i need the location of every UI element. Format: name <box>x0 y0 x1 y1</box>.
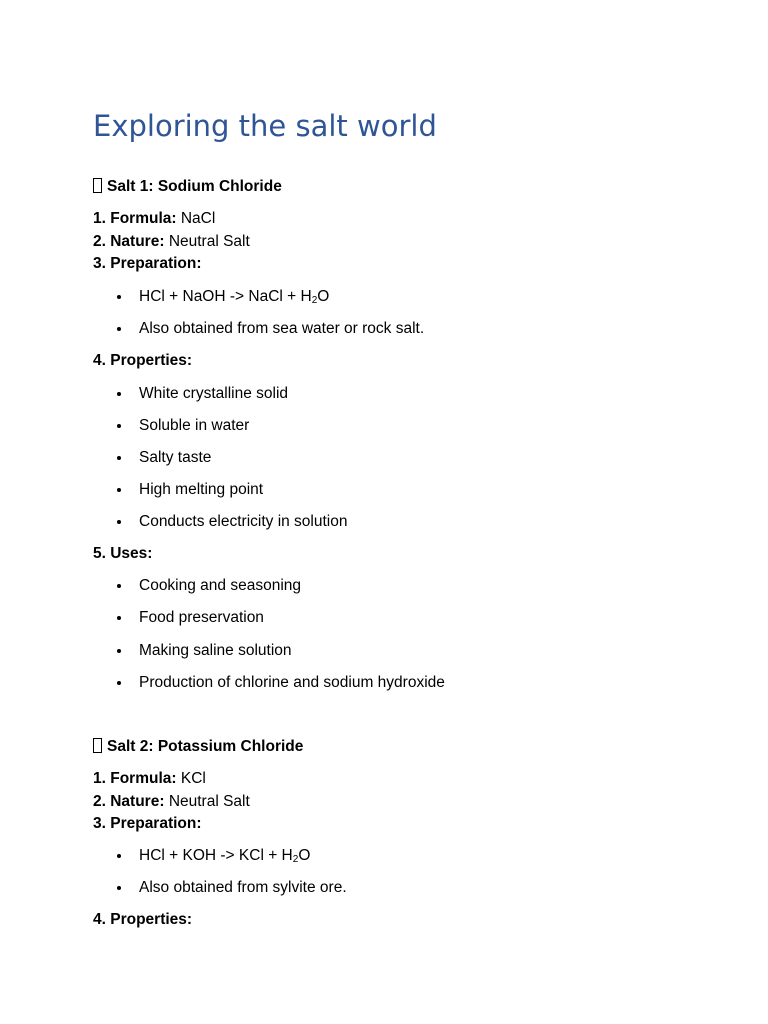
equation-text: HCl + KOH -> KCl + H <box>139 847 293 864</box>
nature-label: 2. Nature: <box>93 233 165 250</box>
nature-value: Neutral Salt <box>168 793 250 810</box>
equation-text-end: O <box>317 288 330 305</box>
salt-2-heading <box>93 737 303 757</box>
salt-1-preparation-label <box>93 254 202 274</box>
salt-2-nature <box>93 792 250 812</box>
salt-1-uses-label <box>93 544 152 564</box>
nature-label: 2. Nature: <box>93 793 165 810</box>
salt-2-properties-label <box>93 910 192 930</box>
list-item: Salty taste <box>139 449 212 466</box>
salt-2-heading-text: Salt 2: Potassium Chloride <box>107 738 304 755</box>
preparation-label: 3. Preparation: <box>93 815 202 832</box>
salt-2-formula <box>93 769 206 789</box>
equation-subscript: 2 <box>292 854 299 865</box>
list-item: Production of chlorine and sodium hydroxide <box>139 674 445 691</box>
list-item: Conducts electricity in solution <box>139 513 348 530</box>
equation-subscript: 2 <box>311 295 318 306</box>
properties-label: 4. Properties: <box>93 352 193 369</box>
list-item <box>139 846 310 866</box>
missing-glyph-icon <box>93 178 102 193</box>
list-item: Making saline solution <box>139 642 292 659</box>
list-item: Soluble in water <box>139 417 250 434</box>
uses-label: 5. Uses: <box>93 545 153 562</box>
salt-2-preparation-label <box>93 814 202 834</box>
salt-1-nature <box>93 232 250 252</box>
formula-value: NaCl <box>180 210 216 227</box>
list-item: Also obtained from sylvite ore. <box>139 879 347 896</box>
preparation-label: 3. Preparation: <box>93 255 202 272</box>
list-item <box>139 287 329 307</box>
equation-text-end: O <box>298 847 311 864</box>
list-item: White crystalline solid <box>139 385 289 402</box>
list-item: High melting point <box>139 481 264 498</box>
page-title: Exploring the salt world <box>93 109 437 143</box>
salt-1-heading-text: Salt 1: Sodium Chloride <box>107 178 282 195</box>
salt-1-heading <box>93 177 282 197</box>
nature-value: Neutral Salt <box>168 233 250 250</box>
formula-value: KCl <box>180 770 206 787</box>
formula-label: 1. Formula: <box>93 210 177 227</box>
list-item: Also obtained from sea water or rock salt. <box>139 320 425 337</box>
list-item: Cooking and seasoning <box>139 577 302 594</box>
salt-1-formula <box>93 209 215 229</box>
equation-text: HCl + NaOH -> NaCl + H <box>139 288 312 305</box>
salt-1-properties-label <box>93 351 192 371</box>
formula-label: 1. Formula: <box>93 770 177 787</box>
list-item: Food preservation <box>139 609 264 626</box>
missing-glyph-icon <box>93 738 102 753</box>
properties-label: 4. Properties: <box>93 911 193 928</box>
